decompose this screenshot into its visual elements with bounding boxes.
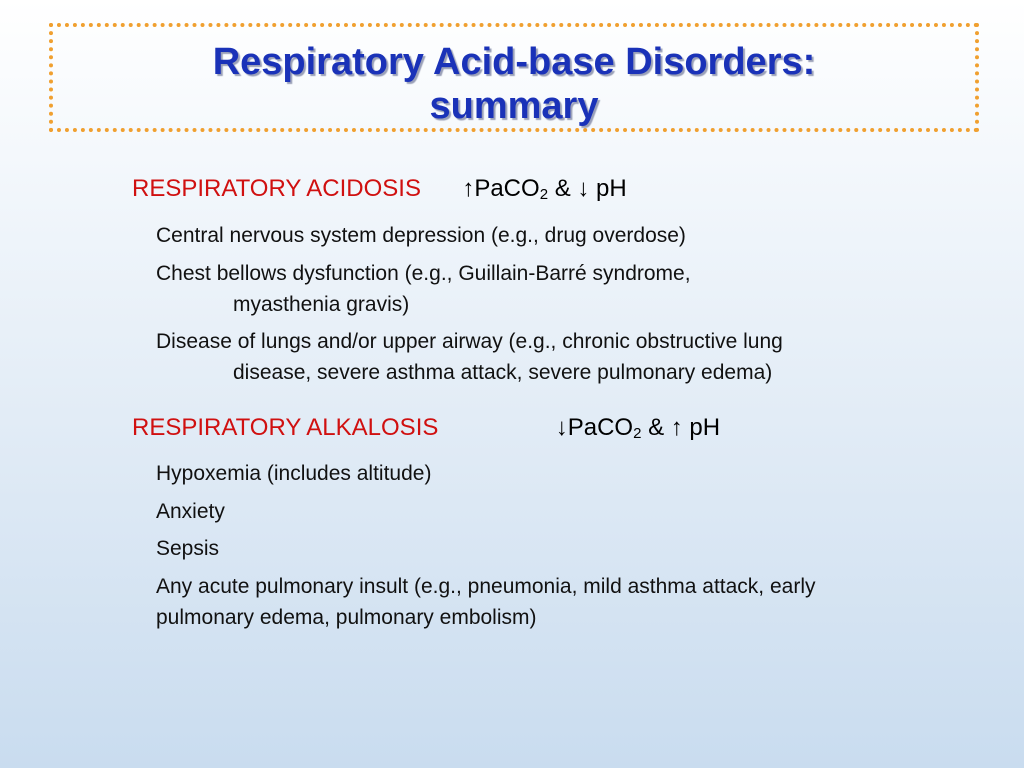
alkalosis-item-text: Sepsis xyxy=(156,537,220,560)
acidosis-change-prefix: ↑PaCO xyxy=(462,175,540,202)
acidosis-item-continuation: myasthenia gravis) xyxy=(233,293,410,316)
acidosis-item xyxy=(156,326,783,388)
slide-title xyxy=(53,40,975,128)
alkalosis-item-text: Any acute pulmonary insult (e.g., pneumonia, mild asthma attack, early xyxy=(156,575,816,598)
acidosis-change xyxy=(462,175,626,202)
alkalosis-change-suffix: & ↑ pH xyxy=(641,414,721,441)
alkalosis-change xyxy=(556,414,720,441)
alkalosis-change-subscript: 2 xyxy=(633,425,642,442)
acidosis-item-text: Chest bellows dysfunction (e.g., Guillain-Barré syndrome, xyxy=(156,262,691,285)
alkalosis-item xyxy=(156,533,219,564)
acidosis-change-subscript: 2 xyxy=(539,186,549,203)
acidosis-heading xyxy=(132,175,627,203)
alkalosis-item-continuation: pulmonary edema, pulmonary embolism) xyxy=(156,606,537,629)
acidosis-item-text: Disease of lungs and/or upper airway (e.g., chronic obstructive lung xyxy=(156,330,783,353)
alkalosis-heading xyxy=(132,414,720,442)
acidosis-item xyxy=(156,258,691,320)
acidosis-item-text: Central nervous system depression (e.g., drug overdose) xyxy=(156,224,686,247)
title-line-2: summary xyxy=(429,85,599,127)
alkalosis-label: RESPIRATORY ALKALOSIS xyxy=(132,414,439,441)
title-box xyxy=(49,23,979,132)
acidosis-change-suffix: & ↓ pH xyxy=(548,175,627,202)
title-line-1: Respiratory Acid-base Disorders: xyxy=(212,41,816,83)
alkalosis-item xyxy=(156,571,816,633)
alkalosis-item-text: Hypoxemia (includes altitude) xyxy=(156,462,432,485)
acidosis-item-continuation: disease, severe asthma attack, severe pulmonary edema) xyxy=(233,361,773,384)
alkalosis-change-prefix: ↓PaCO xyxy=(555,414,634,441)
acidosis-label: RESPIRATORY ACIDOSIS xyxy=(132,175,421,202)
alkalosis-item xyxy=(156,458,431,489)
alkalosis-item xyxy=(156,496,225,527)
alkalosis-item-text: Anxiety xyxy=(156,500,225,523)
acidosis-item xyxy=(156,220,686,251)
